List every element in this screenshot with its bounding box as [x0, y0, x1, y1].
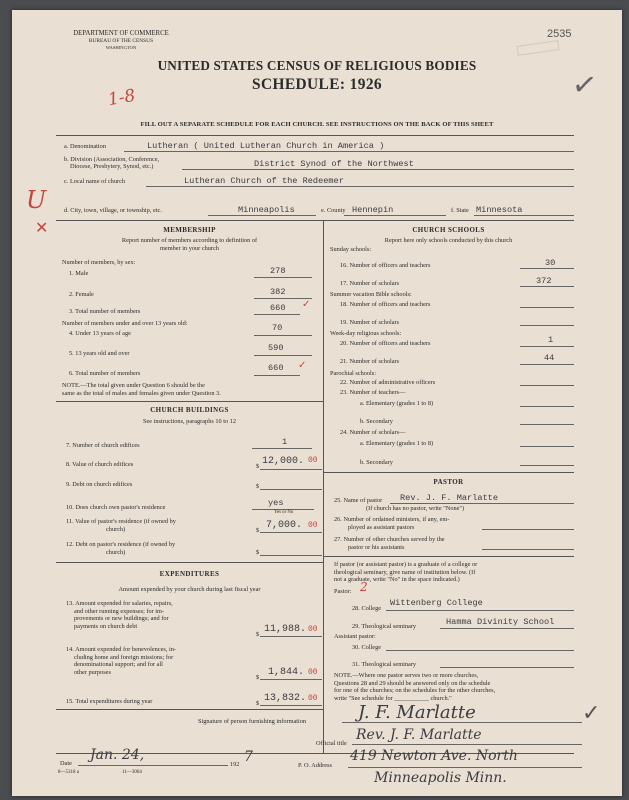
q11-dollar: $	[256, 527, 260, 534]
q1-label: 1. Male	[69, 270, 89, 277]
official-title-label: Official title	[316, 740, 347, 747]
q29-label: 29. Theological seminary	[352, 623, 417, 630]
red-check-q6: ✓	[298, 360, 307, 371]
q19-label: 19. Number of scholars	[340, 319, 400, 326]
q17-value: 372	[536, 276, 552, 286]
q21-value: 44	[544, 353, 555, 363]
pencil-check-signature: ✓	[582, 700, 601, 725]
q8-cents: 00	[308, 456, 318, 465]
q30-label: 30. College	[352, 644, 382, 651]
church-buildings-intro: See instructions, paragraphs 10 to 12	[142, 418, 237, 425]
po-address-line-1: 419 Newton Ave. North	[350, 748, 518, 764]
q23b-label: b. Secondary	[360, 418, 393, 425]
signature-label: Signature of person furnishing information	[198, 718, 307, 725]
q23-label: 23. Number of teachers—	[340, 389, 406, 396]
q25-value: Rev. J. F. Marlatte	[400, 493, 498, 503]
q25-label: 25. Name of pastor	[334, 497, 383, 504]
division-value: District Synod of the Northwest	[254, 159, 414, 169]
state-value: Minnesota	[476, 205, 523, 215]
pastor-title: PASTOR	[433, 478, 464, 486]
date-label: Date	[60, 760, 72, 767]
q10-label: 10. Does church own pastor's residence	[66, 504, 166, 511]
pastor-subheading: Pastor:	[334, 588, 352, 595]
q28-value: Wittenberg College	[390, 598, 483, 608]
q26-label: 26. Number of ordained ministers, if any, em- ployed as assistant pastors	[334, 516, 450, 531]
q2-label: 2. Female	[69, 291, 94, 298]
q20-label: 20. Number of officers and teachers	[340, 340, 431, 347]
denomination-value: Lutheran ( United Lutheran Church in America )	[147, 141, 385, 151]
q5-label: 5. 13 years old and over	[69, 350, 130, 357]
form-number: 8—5318 a	[58, 770, 79, 775]
q1-value: 278	[270, 266, 286, 276]
q11-label: 11. Value of pastor's residence (if owned by church)	[66, 518, 176, 533]
census-schedule-sheet	[12, 10, 622, 796]
q4-label: 4. Under 13 years of age	[69, 330, 131, 337]
q11-cents: 00	[308, 521, 318, 530]
margin-mark-u: U	[26, 186, 47, 214]
year-value: 7	[244, 749, 253, 765]
q21-label: 21. Number of scholars	[340, 358, 400, 365]
q11-value: 7,000.	[266, 520, 303, 531]
q7-label: 7. Number of church edifices	[66, 442, 140, 449]
q17-label: 17. Number of scholars	[340, 280, 400, 287]
department-name: DEPARTMENT OF COMMERCE	[73, 30, 169, 37]
q4-value: 70	[272, 323, 283, 333]
q15-value: 13,832.	[264, 693, 307, 704]
q3-label: 3. Total number of members	[69, 308, 141, 315]
summer-schools-label: Summer vacation Bible schools:	[330, 291, 412, 298]
q22-label: 22. Number of administrative officers	[340, 379, 436, 386]
q14-label-line: other purposes	[74, 668, 111, 676]
q10-value: yes	[268, 498, 284, 508]
q16-value: 30	[545, 258, 556, 268]
q15-label: 15. Total expenditures during year	[66, 698, 153, 705]
local-name-label: c. Local name of church	[64, 178, 126, 185]
q3-value: 660	[270, 303, 286, 313]
church-buildings-title: CHURCH BUILDINGS	[150, 406, 229, 414]
church-schools-title: CHURCH SCHOOLS	[412, 226, 485, 234]
q13-label-line: payments on church debt	[74, 622, 138, 630]
weekday-schools-label: Week-day religious schools:	[330, 330, 402, 337]
red-check-q3: ✓	[302, 299, 311, 310]
q13-label-line: 13. Amount expended for salaries, repairs,	[66, 600, 173, 607]
q7-value: 1	[282, 437, 288, 447]
pencil-check-top: ✓	[569, 67, 600, 104]
q13-cents: 00	[308, 625, 318, 634]
q25-hint: (If church has no pastor, write "None")	[366, 505, 465, 512]
q14-dollar: $	[256, 674, 260, 681]
expenditures-intro: Amount expended by your church during last fiscal year	[118, 586, 261, 593]
q13-value: 11,988.	[264, 624, 307, 635]
q9-dollar: $	[256, 483, 260, 490]
bureau-city: WASHINGTON	[105, 44, 137, 50]
members-by-sex-label: Number of members, by sex:	[62, 259, 136, 266]
q2-value: 382	[270, 287, 286, 297]
q15-cents: 00	[308, 694, 318, 703]
assistant-pastor-subheading: Assistant pastor:	[334, 633, 376, 640]
q13-label	[66, 600, 173, 630]
q8-dollar: $	[256, 463, 260, 470]
church-schools-intro: Report here only schools conducted by this church	[384, 237, 513, 244]
membership-title: MEMBERSHIP	[163, 226, 216, 234]
q23a-label: a. Elementary (grades 1 to 8)	[360, 400, 434, 407]
po-address-label: P. O. Address	[298, 762, 332, 769]
margin-mark-1-8: 1-8	[106, 85, 137, 111]
city-label: d. City, town, village, or township, etc.	[64, 207, 162, 214]
sunday-schools-label: Sunday schools:	[330, 246, 372, 253]
q13-label-line: provements or new buildings; and for	[74, 615, 169, 623]
q9-label: 9. Debt on church edifices	[66, 481, 133, 488]
form-instructions: FILL OUT A SEPARATE SCHEDULE FOR EACH CHURCH. SEE INSTRUCTIONS ON THE BACK OF THIS SHEET	[140, 121, 494, 128]
schedule-title: SCHEDULE: 1926	[251, 76, 383, 93]
department-block	[56, 30, 186, 51]
q6-label: 6. Total number of members	[69, 370, 141, 377]
q14-label-line: 14. Amount expended for benevolences, in-	[66, 646, 176, 653]
q6-value: 660	[268, 363, 284, 373]
pastor-note: NOTE.—Where one pastor serves two or more churches, Questions 28 and 29 should be answered only on the schedule for one of the churches; on the schedules for the other churches, write "See schedule for ___________ church."	[334, 672, 496, 702]
q31-label: 31. Theological seminary	[352, 661, 417, 668]
q14-label	[66, 646, 176, 676]
q14-value: 1,844.	[268, 667, 305, 678]
q16-label: 16. Number of officers and teachers	[340, 262, 431, 269]
local-name-value: Lutheran Church of the Redeemer	[184, 176, 344, 186]
yes-no-hint: Yes or No	[274, 510, 294, 515]
official-title-value: Rev. J. F. Marlatte	[356, 727, 482, 743]
po-address-line-2: Minneapolis Minn.	[374, 770, 507, 786]
membership-intro: Report number of members according to definition of member in your church	[121, 237, 258, 252]
q13-label-line: and other running expenses; for im-	[74, 607, 165, 615]
q12-label: 12. Debt on pastor's residence (if owned by church)	[66, 541, 176, 556]
red-mark-2: 2	[360, 580, 368, 594]
q12-dollar: $	[256, 549, 260, 556]
year-prefix: 192	[230, 761, 240, 768]
state-label: f. State	[451, 207, 469, 214]
q29-value: Hamma Divinity School	[446, 617, 555, 627]
bureau-name: BUREAU OF THE CENSUS	[88, 38, 154, 44]
membership-note: NOTE.—The total given under Question 6 should be the same as the total of males and females given under Question 3.	[62, 382, 221, 397]
q24-label: 24. Number of scholars—	[340, 429, 406, 436]
q24b-label: b. Secondary	[360, 459, 393, 466]
denomination-label: a. Denomination	[64, 143, 106, 150]
red-x-mark: ✕	[35, 220, 49, 237]
q20-value: 1	[548, 335, 554, 345]
members-by-age-label: Number of members under and over 13 years old:	[62, 320, 188, 327]
q8-value: 12,000.	[262, 456, 305, 467]
signature-value: J. F. Marlatte	[358, 702, 476, 723]
serial-number: 2535	[547, 28, 572, 40]
q15-dollar: $	[256, 700, 260, 707]
form-title: UNITED STATES CENSUS OF RELIGIOUS BODIES	[157, 58, 477, 73]
q24a-label: a. Elementary (grades 1 to 8)	[360, 440, 434, 447]
expenditures-title: EXPENDITURES	[159, 570, 220, 578]
graduate-instructions: If pastor (or assistant pastor) is a graduate of a college or theological seminary, give name of institution below. (If not a graduate, write "No" in the space indicated.)	[334, 561, 478, 584]
q5-value: 590	[268, 343, 284, 353]
q13-dollar: $	[256, 631, 260, 638]
q8-label: 8. Value of church edifices	[66, 461, 134, 468]
county-value: Hennepin	[352, 205, 394, 215]
q14-cents: 00	[308, 668, 318, 677]
q14-label-line: cluding home and foreign missions; for	[74, 653, 174, 661]
q28-label: 28. College	[352, 605, 382, 612]
q27-label: 27. Number of other churches served by the pastor or his assistants	[334, 536, 445, 551]
date-value: Jan. 24,	[90, 747, 145, 763]
parochial-schools-label: Parochial schools:	[330, 370, 376, 377]
print-number: 11—3064	[122, 770, 142, 775]
q18-label: 18. Number of officers and teachers	[340, 301, 431, 308]
division-label: b. Division (Association, Conference, Diocese, Presbytery, Synod, etc.)	[64, 156, 160, 170]
county-label: e. County	[321, 207, 346, 214]
q14-label-line: denominational support; and for all	[74, 661, 163, 669]
city-value: Minneapolis	[238, 205, 295, 215]
received-stamp	[517, 40, 560, 56]
